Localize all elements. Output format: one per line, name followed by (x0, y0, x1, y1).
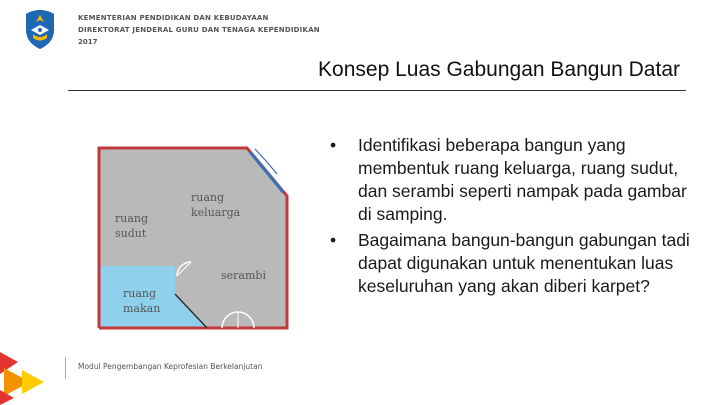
organization-name (78, 12, 320, 48)
org-line-directorate: DIREKTORAT JENDERAL GURU DAN TENAGA KEPENDIDIKAN (78, 26, 320, 34)
org-year: 2017 (78, 38, 98, 46)
bullet-text: Identifikasi beberapa bangun yang membentuk ruang keluarga, ruang sudut, dan serambi seperti nampak pada gambar di samping. (358, 135, 687, 224)
header (18, 8, 418, 50)
room-label-keluarga-2: keluarga (191, 206, 241, 219)
slide-title: Konsep Luas Gabungan Bangun Datar (318, 58, 680, 81)
bullet-list (330, 134, 700, 301)
bullet-icon: • (330, 135, 337, 155)
footer-chevron-icon (0, 352, 44, 405)
room-label-keluarga-1: ruang (191, 191, 225, 204)
bullet-item (330, 134, 700, 226)
footer-divider (65, 357, 66, 379)
ministry-logo-icon (18, 8, 62, 50)
bullet-item (330, 229, 700, 298)
floorplan-image (97, 146, 289, 330)
room-label-sudut-1: ruang (115, 212, 149, 225)
room-label-makan-2: makan (123, 302, 161, 315)
room-label-sudut-2: sudut (115, 227, 147, 240)
org-line-ministry: KEMENTERIAN PENDIDIKAN DAN KEBUDAYAAN (78, 14, 269, 22)
room-label-serambi: serambi (221, 269, 266, 282)
title-divider (68, 90, 686, 91)
bullet-text: Bagaimana bangun-bangun gabungan tadi dapat digunakan untuk menentukan luas keseluruhan yang akan diberi karpet? (358, 230, 690, 296)
footer-text: Modul Pengembangan Keprofesian Berkelanjutan (78, 362, 263, 371)
room-label-makan-1: ruang (123, 287, 157, 300)
bullet-icon: • (330, 230, 337, 250)
